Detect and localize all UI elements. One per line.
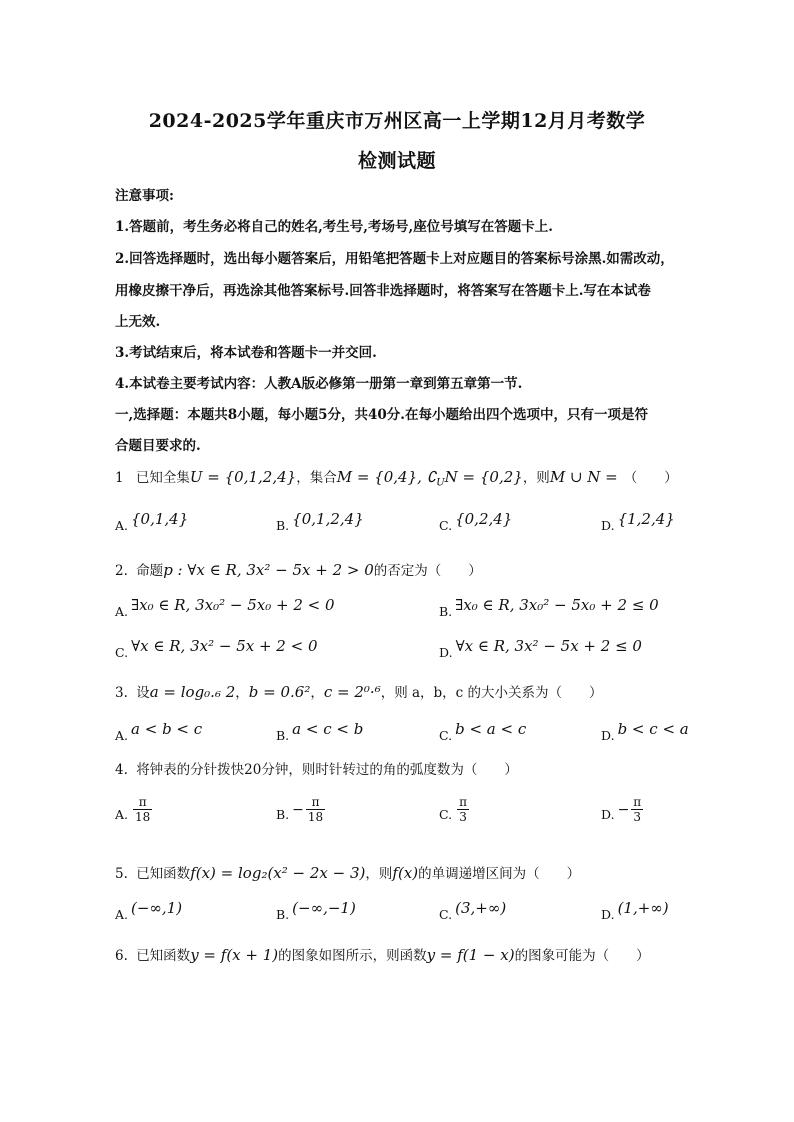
question-number: 2.: [115, 563, 128, 579]
math-subscript: U: [436, 477, 445, 489]
math-expression: f(x) = log₂(x² − 2x − 3): [190, 864, 366, 882]
question-text: 将钟表的分针拨快20分钟，则时针转过的角的弧度数为（ ）: [136, 762, 518, 778]
option-b: B. − $\frac{\pi}{18}$: [276, 795, 324, 824]
question-text: 已知全集: [135, 470, 190, 486]
notice-item-4: 4.本试卷主要考试内容：人教A版必修第一册第一章到第五章第一节.: [115, 376, 523, 392]
option-c: C. (3,+∞): [439, 899, 507, 922]
option-c: C. ∀x ∈ R, 3x² − 5x + 2 < 0: [115, 637, 318, 660]
option-b: B. {0,1,2,4}: [276, 510, 364, 533]
notice-item-3: 3.考试结束后，将本试卷和答题卡一并交回.: [115, 345, 377, 361]
question-text: 的单调递增区间为（ ）: [418, 866, 581, 882]
question-text: ，: [310, 685, 324, 701]
section-heading: 一,选择题：本题共8小题，每小题5分，共40分.在每小题给出四个选项中，只有一项是符: [115, 407, 648, 423]
option-a: A. a < b < c: [115, 720, 203, 743]
question-5: [115, 862, 580, 882]
math-expression: U = {0,1,2,4}: [189, 468, 297, 486]
question-text: 的否定为（ ）: [373, 563, 482, 579]
question-text: ，: [235, 685, 249, 701]
option-d: D. b < c < a: [601, 720, 689, 743]
option-a: A. $\frac{\pi}{18}$: [115, 795, 151, 824]
question-text: 设: [136, 685, 150, 701]
question-number: 1: [115, 470, 124, 486]
question-6: [115, 944, 650, 964]
option-d: D. {1,2,4}: [601, 510, 675, 533]
section-heading-cont: 合题目要求的.: [115, 438, 201, 454]
question-text: ，则 a，b，c 的大小关系为（ ）: [380, 685, 603, 701]
question-text: ，则: [365, 866, 393, 882]
question-text: 的图象如图所示，则函数: [278, 948, 427, 964]
option-b: B. (−∞,−1): [276, 899, 356, 922]
option-c: C. $\frac{\pi}{3}$: [439, 795, 467, 824]
math-expression: c = 2⁰·⁶: [323, 683, 381, 701]
notice-item-2-cont: 用橡皮擦干净后，再选涂其他答案标号.回答非选择题时，将答案写在答题卡上.写在本试卷: [115, 283, 651, 299]
math-expression: p : ∀x ∈ R, 3x² − 5x + 2 > 0: [163, 561, 374, 579]
option-d: D. ∀x ∈ R, 3x² − 5x + 2 ≤ 0: [439, 637, 642, 660]
option-d: D. − $\frac{\pi}{3}$: [601, 795, 642, 824]
option-a: A. ∃x₀ ∈ R, 3x₀² − 5x₀ + 2 < 0: [115, 596, 335, 619]
exam-title: 2024-2025学年重庆市万州区高一上学期12月月考数学: [148, 110, 646, 132]
question-2: [115, 559, 482, 579]
question-4: [115, 758, 518, 778]
notice-item-1: 1.答题前，考生务必将自己的姓名,考生号,考场号,座位号填写在答题卡上.: [115, 219, 553, 235]
math-expression: f(x): [392, 864, 419, 882]
option-d: D. (1,+∞): [601, 899, 669, 922]
fraction: $\frac{\pi}{18}$: [135, 795, 151, 824]
option-b: B. ∃x₀ ∈ R, 3x₀² − 5x₀ + 2 ≤ 0: [439, 596, 659, 619]
question-3: [115, 681, 603, 701]
question-text: 已知函数: [136, 948, 191, 964]
notice-heading: 注意事项:: [115, 188, 174, 204]
question-number: 5.: [115, 866, 128, 882]
exam-subtitle: 检测试题: [357, 150, 436, 172]
fraction: $\frac{\pi}{3}$: [633, 795, 642, 824]
math-expression: M = {0,4}, ∁: [336, 468, 437, 486]
question-1: [115, 466, 678, 489]
math-expression: M ∪ N =: [549, 468, 618, 486]
notice-item-2: 2.回答选择题时，选出每小题答案后，用铅笔把答题卡上对应题目的答案标号涂黑.如需改动，: [115, 251, 674, 267]
option-a: A. {0,1,4}: [115, 510, 189, 533]
answer-blank: （ ）: [623, 470, 678, 486]
question-text: ，则: [522, 470, 550, 486]
question-text: ，集合: [296, 470, 337, 486]
math-expression: a = log₀.₆ 2: [149, 683, 236, 701]
question-number: 4.: [115, 762, 128, 778]
option-a: A. (−∞,1): [115, 899, 183, 922]
option-b: B. a < c < b: [276, 720, 364, 743]
question-text: 命题: [136, 563, 164, 579]
question-number: 3.: [115, 685, 128, 701]
question-text: 的图象可能为（ ）: [514, 948, 650, 964]
math-expression: y = f(1 − x): [426, 946, 515, 964]
math-expression: y = f(x + 1): [190, 946, 279, 964]
option-c: C. b < a < c: [439, 720, 527, 743]
math-expression: N = {0,2}: [444, 468, 523, 486]
fraction: $\frac{\pi}{3}$: [459, 795, 467, 824]
math-expression: b = 0.6²: [248, 683, 311, 701]
option-c: C. {0,2,4}: [439, 510, 513, 533]
notice-item-2-end: 上无效.: [115, 314, 161, 330]
question-text: 已知函数: [136, 866, 191, 882]
question-number: 6.: [115, 948, 128, 964]
fraction: $\frac{\pi}{18}$: [307, 795, 324, 824]
